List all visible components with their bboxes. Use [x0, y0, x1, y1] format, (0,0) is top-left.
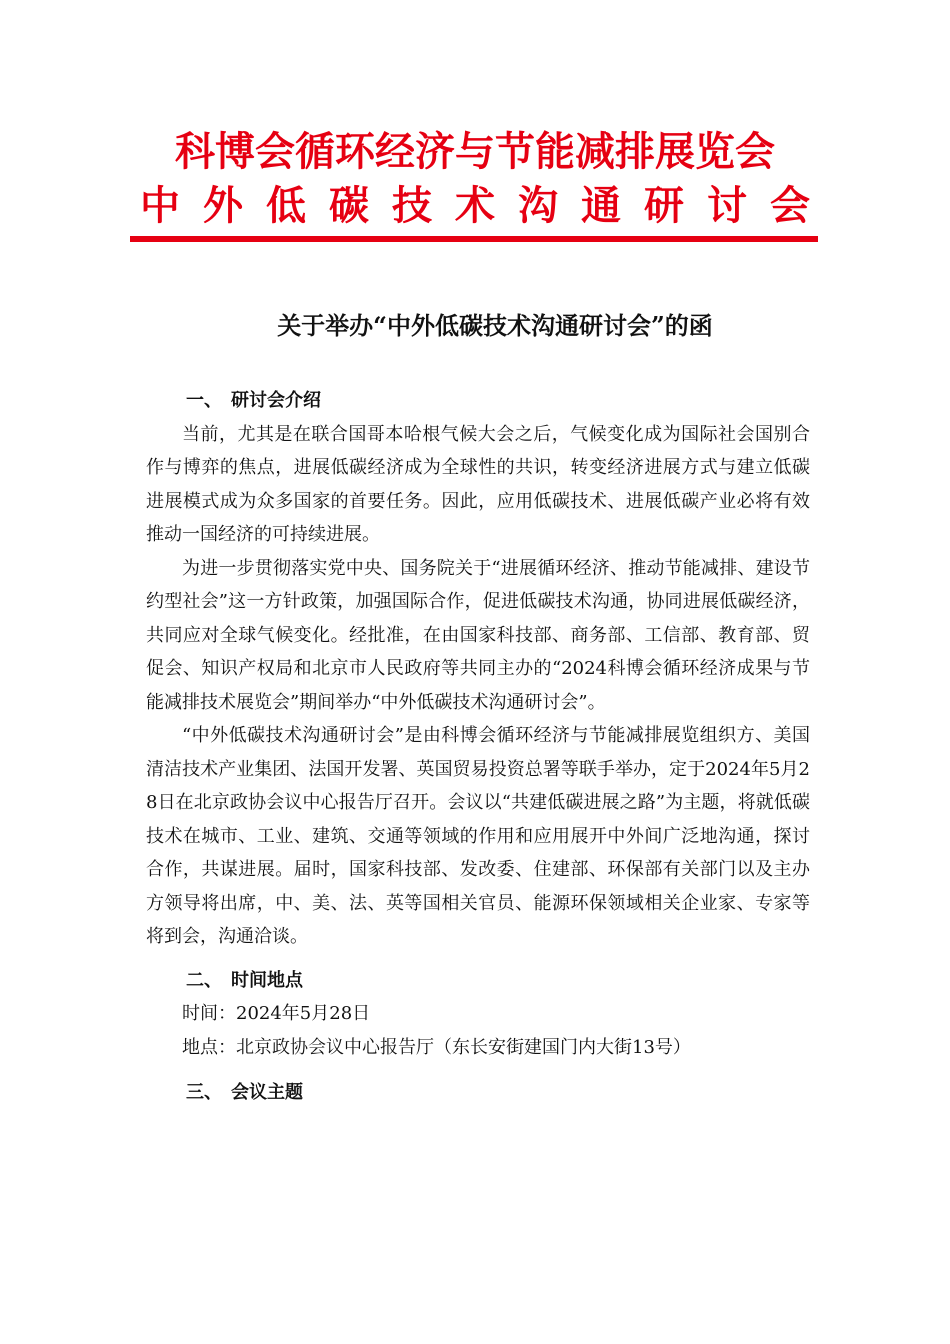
- section-heading-3: [146, 1076, 810, 1110]
- spacer: [146, 1064, 810, 1076]
- paragraph: “中外低碳技术沟通研讨会”是由科博会循环经济与节能减排展览组织方、美国清洁技术产业集团、法国开发署、英国贸易投资总署等联手举办，定于2024年5月28日在北京政协会议中心报告厅召开。会议以“共建低碳进展之路”为主题，将就低碳技术在城市、工业、建筑、交通等领域的作用和应用展开中外间广泛地沟通，探讨合作，共谋进展。届时，国家科技部、发改委、住建部、环保部有关部门以及主办方领导将出席，中、美、法、英等国相关官员、能源环保领域相关企业家、专家等将到会，沟通洽谈。: [146, 725, 810, 947]
- section-heading-2: [146, 964, 810, 998]
- letterhead-red-rule: [130, 236, 818, 242]
- section-number: 三、: [186, 1082, 222, 1103]
- section-title: 时间地点: [231, 969, 303, 991]
- spacer: [146, 954, 810, 964]
- section-title: 研讨会介绍: [231, 390, 321, 411]
- letterhead-line-2: 中外低碳技术沟通研讨会: [140, 183, 810, 229]
- paragraph: 当前，尤其是在联合国哥本哈根气候大会之后，气候变化成为国际社会国别合作与博弈的焦点，进展低碳经济成为全球性的共识，转变经济进展方式与建立低碳进展模式成为众多国家的首要任务。因此，应用低碳技术、进展低碳产业必将有效推动一国经济的可持续进展。: [146, 423, 810, 545]
- paragraph: 为进一步贯彻落实党中央、国务院关于“进展循环经济、推动节能减排、建设节约型社会”这一方针政策，加强国际合作，促进低碳技术沟通，协同进展低碳经济，共同应对全球气候变化。经批准，在由国家科技部、商务部、工信部、教育部、贸促会、知识产权局和北京市人民政府等共同主办的“2024科博会循环经济成果与节能减排技术展览会”期间举办“中外低碳技术沟通研讨会”。: [146, 557, 810, 713]
- section-number: 二、: [186, 969, 222, 991]
- document-body: [146, 384, 810, 1110]
- document-title: 关于举办“中外低碳技术沟通研讨会”的函: [277, 311, 713, 340]
- section-number: 一、: [186, 390, 222, 411]
- time-line: 时间：2024年5月28日: [182, 1003, 371, 1024]
- section-title: 会议主题: [231, 1082, 303, 1103]
- section-heading-1: [146, 384, 810, 418]
- letterhead-line-1: 科博会循环经济与节能减排展览会: [175, 129, 775, 175]
- location-line: 地点：北京政协会议中心报告厅（东长安街建国门内大街13号）: [182, 1036, 691, 1058]
